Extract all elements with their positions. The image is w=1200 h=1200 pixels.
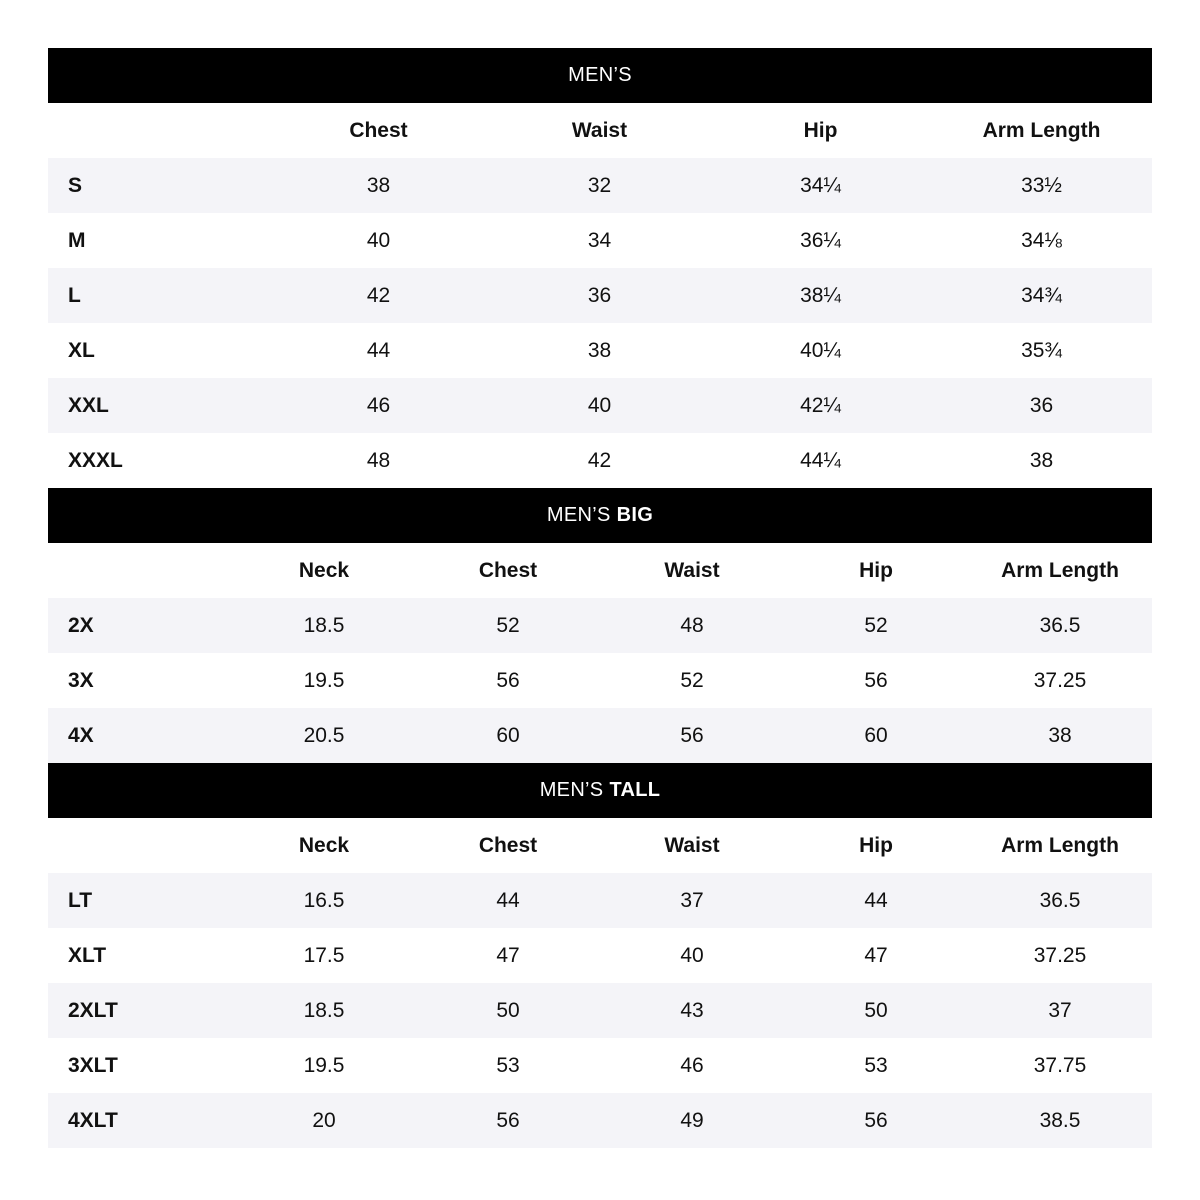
measurement-cell: 34 — [587, 228, 612, 252]
table-row — [48, 158, 1152, 213]
size-label: S — [68, 173, 83, 197]
measurement-cell: 38 — [587, 338, 612, 362]
measurement-cell: 34¼ — [800, 173, 841, 197]
column-header: Hip — [859, 558, 893, 582]
measurement-cell: 34⅛ — [1021, 228, 1062, 252]
size-chart — [48, 48, 1152, 1148]
table-row — [48, 1093, 1152, 1148]
measurement-cell: 37.75 — [1033, 1053, 1087, 1077]
measurement-cell: 37 — [680, 888, 704, 912]
measurement-cell: 48 — [680, 613, 704, 637]
measurement-cell: 19.5 — [303, 668, 345, 692]
measurement-cell: 20.5 — [303, 723, 345, 747]
measurement-cell: 34¾ — [1021, 283, 1062, 307]
measurement-cell: 56 — [680, 723, 704, 747]
table-row — [48, 873, 1152, 928]
size-label: XLT — [68, 943, 107, 967]
measurement-cell: 56 — [496, 668, 520, 692]
size-label: XXXL — [68, 448, 123, 472]
size-label: 3X — [68, 668, 94, 692]
measurement-cell: 43 — [680, 998, 704, 1022]
size-label: 2XLT — [68, 998, 118, 1022]
measurement-cell: 46 — [366, 393, 391, 417]
measurement-cell: 47 — [496, 943, 520, 967]
column-header: Chest — [478, 558, 538, 582]
table-row — [48, 268, 1152, 323]
size-label: XXL — [68, 393, 109, 417]
measurement-cell: 35¾ — [1021, 338, 1062, 362]
measurement-cell: 52 — [864, 613, 888, 637]
measurement-cell: 56 — [496, 1108, 520, 1132]
size-label: M — [68, 228, 86, 252]
measurement-cell: 44 — [496, 888, 520, 912]
column-header: Chest — [478, 833, 538, 857]
column-header: Hip — [859, 833, 893, 857]
table-row — [48, 708, 1152, 763]
section-title-text: MEN’S — [568, 64, 632, 86]
measurement-cell: 36.5 — [1039, 613, 1081, 637]
measurement-cell: 40 — [366, 228, 391, 252]
size-label: 3XLT — [68, 1053, 118, 1077]
section-title — [48, 488, 1152, 543]
column-header-row — [48, 818, 1152, 873]
column-header-row — [48, 103, 1152, 158]
size-label: LT — [68, 888, 93, 912]
measurement-cell: 44¼ — [800, 448, 841, 472]
measurement-cell: 40 — [587, 393, 612, 417]
measurement-cell: 53 — [864, 1053, 888, 1077]
measurement-cell: 53 — [496, 1053, 520, 1077]
column-header: Chest — [349, 118, 408, 142]
measurement-cell: 36.5 — [1039, 888, 1081, 912]
measurement-cell: 56 — [864, 668, 888, 692]
size-label: 4XLT — [68, 1108, 118, 1132]
measurement-cell: 40¼ — [800, 338, 841, 362]
table-row — [48, 598, 1152, 653]
size-label: 2X — [68, 613, 94, 637]
section-title-bold: TALL — [609, 779, 661, 801]
column-header: Arm Length — [1001, 833, 1119, 857]
measurement-cell: 50 — [864, 998, 888, 1022]
size-label: L — [68, 283, 81, 307]
measurement-cell: 44 — [864, 888, 888, 912]
column-header: Neck — [298, 833, 350, 857]
table-row — [48, 378, 1152, 433]
column-header-row — [48, 543, 1152, 598]
column-header: Waist — [664, 833, 720, 857]
measurement-cell: 38 — [1029, 448, 1054, 472]
measurement-cell: 36¼ — [800, 228, 841, 252]
size-label: 4X — [68, 723, 94, 747]
measurement-cell: 18.5 — [303, 998, 345, 1022]
section-mens-big — [48, 488, 1152, 763]
measurement-cell: 32 — [587, 173, 612, 197]
measurement-cell: 36 — [1029, 393, 1054, 417]
measurement-cell: 60 — [496, 723, 520, 747]
measurement-cell: 36 — [587, 283, 612, 307]
measurement-cell: 38 — [366, 173, 391, 197]
measurement-cell: 56 — [864, 1108, 888, 1132]
column-header: Neck — [298, 558, 350, 582]
measurement-cell: 38¼ — [800, 283, 841, 307]
table-row — [48, 213, 1152, 268]
measurement-cell: 42 — [366, 283, 391, 307]
measurement-cell: 38 — [1048, 723, 1072, 747]
column-header: Arm Length — [1001, 558, 1119, 582]
section-title-text: MEN’S — [546, 504, 611, 526]
measurement-cell: 37.25 — [1033, 668, 1087, 692]
measurement-cell: 38.5 — [1039, 1108, 1081, 1132]
measurement-cell: 17.5 — [303, 943, 345, 967]
section-mens — [48, 48, 1152, 488]
section-title-text: MEN’S — [539, 779, 604, 801]
table-row — [48, 653, 1152, 708]
section-title-bold: BIG — [616, 504, 654, 526]
measurement-cell: 50 — [496, 998, 520, 1022]
measurement-cell: 40 — [680, 943, 704, 967]
measurement-cell: 52 — [680, 668, 704, 692]
measurement-cell: 37 — [1048, 998, 1072, 1022]
column-header: Waist — [571, 118, 628, 142]
table-row — [48, 433, 1152, 488]
measurement-cell: 33½ — [1021, 173, 1062, 197]
table-row — [48, 928, 1152, 983]
measurement-cell: 20 — [312, 1108, 336, 1132]
section-mens-tall — [48, 763, 1152, 1148]
measurement-cell: 47 — [864, 943, 888, 967]
measurement-cell: 42 — [587, 448, 612, 472]
measurement-cell: 46 — [680, 1053, 704, 1077]
column-header: Hip — [803, 118, 838, 142]
section-title — [48, 48, 1152, 103]
measurement-cell: 16.5 — [303, 888, 345, 912]
measurement-cell: 44 — [366, 338, 391, 362]
table-row — [48, 323, 1152, 378]
column-header: Waist — [664, 558, 720, 582]
measurement-cell: 49 — [680, 1108, 704, 1132]
measurement-cell: 37.25 — [1033, 943, 1087, 967]
table-row — [48, 1038, 1152, 1093]
section-title — [48, 763, 1152, 818]
size-label: XL — [68, 338, 95, 362]
measurement-cell: 19.5 — [303, 1053, 345, 1077]
table-row — [48, 983, 1152, 1038]
column-header: Arm Length — [982, 118, 1101, 142]
measurement-cell: 42¼ — [800, 393, 841, 417]
measurement-cell: 18.5 — [303, 613, 345, 637]
measurement-cell: 48 — [366, 448, 391, 472]
measurement-cell: 60 — [864, 723, 888, 747]
measurement-cell: 52 — [496, 613, 520, 637]
